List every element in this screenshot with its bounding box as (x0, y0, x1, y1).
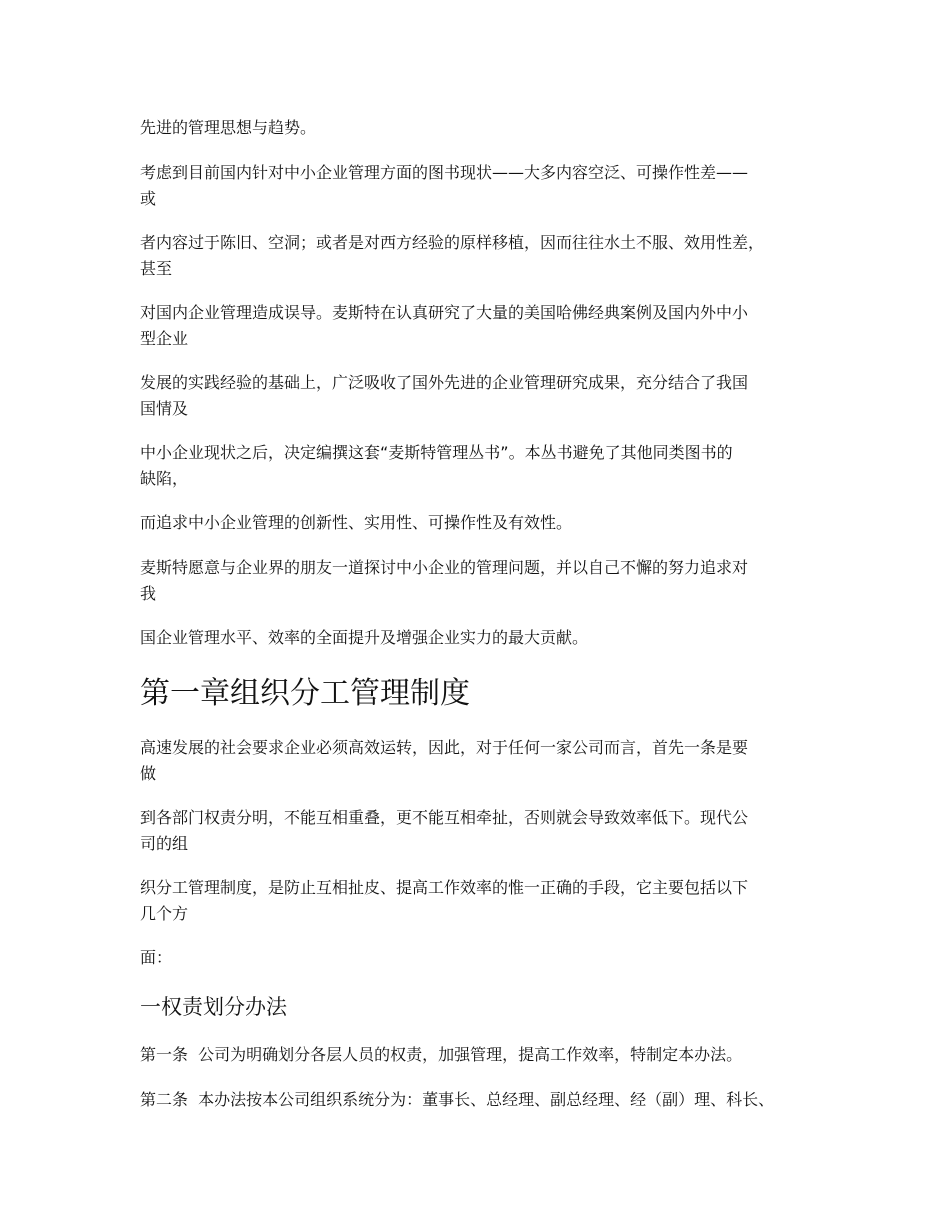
intro-paragraph-4 (140, 300, 830, 352)
text-line: 甚至 (140, 259, 173, 278)
text-line: 者内容过于陈旧、空洞；或者是对西方经验的原样移植，因而往往水土不服、效用性差， (140, 233, 765, 252)
intro-paragraph-2 (140, 160, 830, 212)
intro-paragraph-8 (140, 555, 830, 607)
intro-paragraph-7 (140, 510, 830, 536)
text-line: 织分工管理制度，是防止互相扯皮、提高工作效率的惟一正确的手段，它主要包括以下 (140, 878, 749, 897)
text-line: 对国内企业管理造成误导。麦斯特在认真研究了大量的美国哈佛经典案例及国内外中小 (140, 303, 749, 322)
text-line: 面： (140, 948, 173, 967)
text-line: 做 (140, 764, 157, 783)
text-line: 发展的实践经验的基础上，广泛吸收了国外先进的企业管理研究成果，充分结合了我国 (140, 373, 749, 392)
text-line: 到各部门权责分明，不能互相重叠，更不能互相牵扯，否则就会导致效率低下。现代公 (140, 808, 749, 827)
chapter-intro-paragraph-3 (140, 875, 830, 927)
text-line: 而追求中小企业管理的创新性、实用性、可操作性及有效性。 (140, 513, 573, 532)
text-line: 或 (140, 189, 157, 208)
chapter-intro-paragraph-1 (140, 735, 830, 787)
text-line: 司的组 (140, 834, 189, 853)
article-2 (140, 1087, 830, 1113)
text-line: 第一条 公司为明确划分各层人员的权责，加强管理，提高工作效率，特制定本办法。 (140, 1045, 743, 1064)
chapter-intro-paragraph-2 (140, 805, 830, 857)
text-line: 中小企业现状之后，决定编撰这套“麦斯特管理丛书”。本丛书避免了其他同类图书的 (140, 443, 733, 462)
text-line: 几个方 (140, 904, 189, 923)
section-title: 一权责划分办法 (140, 995, 287, 1019)
text-line: 缺陷， (140, 469, 189, 488)
intro-paragraph-1 (140, 115, 830, 141)
text-line: 高速发展的社会要求企业必须高效运转，因此，对于任何一家公司而言，首先一条是要 (140, 738, 749, 757)
intro-paragraph-6 (140, 440, 830, 492)
chapter-intro-paragraph-4 (140, 945, 830, 971)
intro-paragraph-5 (140, 370, 830, 422)
article-1 (140, 1042, 830, 1068)
text-line: 国情及 (140, 399, 189, 418)
text-line: 我 (140, 584, 157, 603)
intro-paragraph-9 (140, 625, 830, 651)
chapter-title: 第一章组织分工管理制度 (140, 676, 470, 711)
text-line: 第二条 本办法按本公司组织系统分为：董事长、总经理、副总经理、经（副）理、科长、 (140, 1090, 775, 1109)
text-line: 考虑到目前国内针对中小企业管理方面的图书现状——大多内容空泛、可操作性差—— (140, 163, 749, 182)
text-line: 国企业管理水平、效率的全面提升及增强企业实力的最大贡献。 (140, 628, 589, 647)
text-line: 麦斯特愿意与企业界的朋友一道探讨中小企业的管理问题，并以自己不懈的努力追求对 (140, 558, 749, 577)
intro-paragraph-3 (140, 230, 830, 282)
text-line: 型企业 (140, 329, 189, 348)
text-line: 先进的管理思想与趋势。 (140, 118, 317, 137)
